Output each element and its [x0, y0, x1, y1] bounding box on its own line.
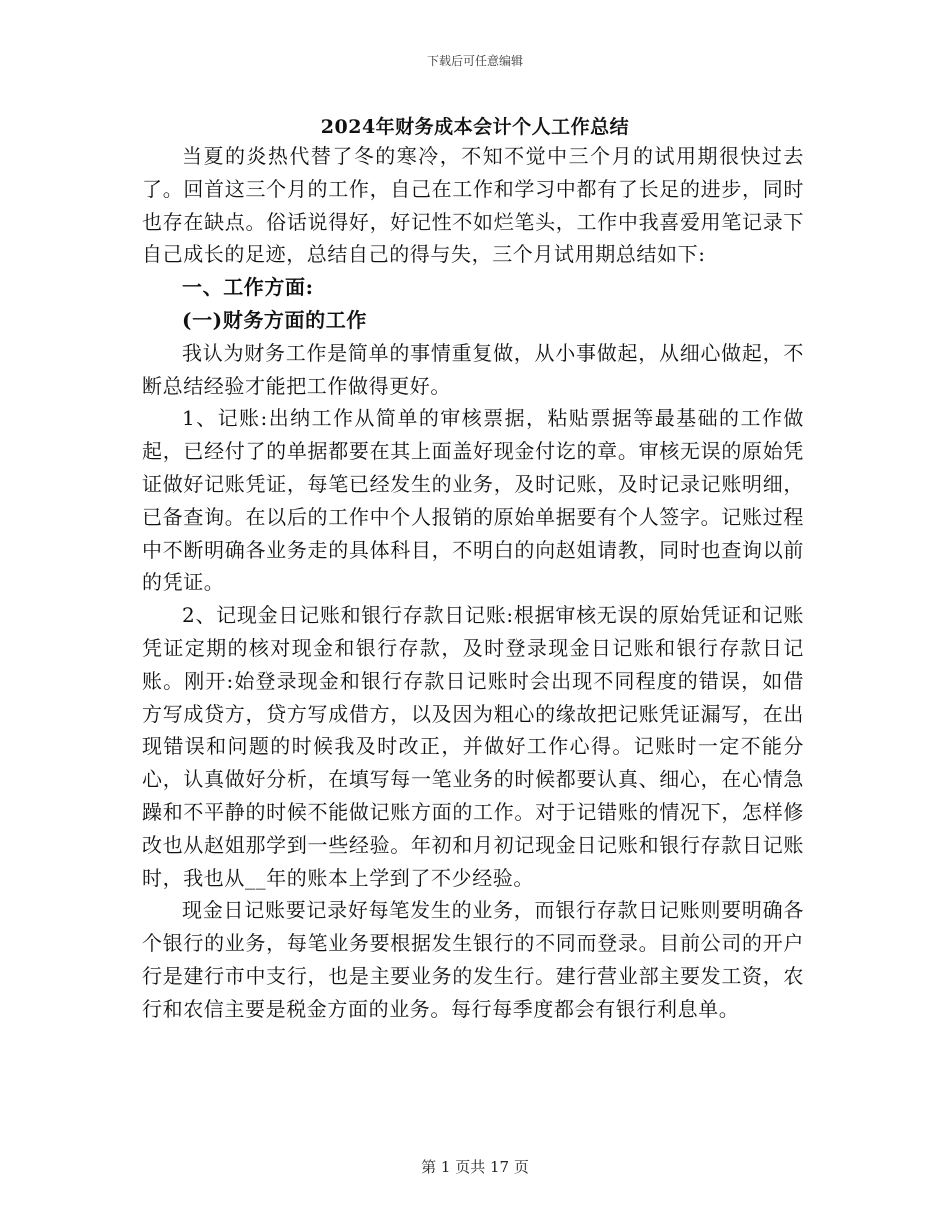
paragraph-finance-view: 我认为财务工作是简单的事情重复做，从小事做起，从细心做起，不断总结经验才能把工作做得更好。: [142, 340, 804, 398]
paragraph-intro: 当夏的炎热代替了冬的寒冷，不知不觉中三个月的试用期很快过去了。回首这三个月的工作，自己在工作和学习中都有了长足的进步，同时也存在缺点。俗话说得好，好记性不如烂笔头，工作中我喜爱用笔记录下自己成长的足迹，总结自己的得与失，三个月试用期总结如下:: [142, 144, 804, 267]
paragraph-cash-bank: 现金日记账要记录好每笔发生的业务，而银行存款日记账则要明确各个银行的业务，每笔业务要根据发生银行的不同而登录。目前公司的开户行是建行市中支行，也是主要业务的发生行。建行营业部主要发工资，农行和农信主要是税金方面的业务。每行每季度都会有银行利息单。: [142, 898, 804, 1021]
document-body: [142, 140, 804, 1026]
subsection-heading-finance: (一)财务方面的工作: [182, 307, 367, 332]
page-header: 下载后可任意编辑: [426, 54, 523, 68]
page-footer: 第 1 页共 17 页: [421, 1158, 529, 1176]
paragraph-journals: 2、记现金日记账和银行存款日记账:根据审核无误的原始凭证和记账凭证定期的核对现金和银行存款，及时登录现金日记账和银行存款日记账。刚开:始登录现金和银行存款日记账时会出现不同程度的错误，如借方写成贷方，贷方写成借方，以及因为粗心的缘故把记账凭证漏写，在出现错误和问题的时候我及时改正，并做好工作心得。记账时一定不能分心，认真做好分析，在填写每一笔业务的时候都要认真、细心，在心情急躁和不平静的时候不能做记账方面的工作。对于记错账的情况下，怎样修改也从赵姐那学到一些经验。年初和月初记现金日记账和银行存款日记账时，我也从__年的账本上学到了不少经验。: [142, 603, 804, 890]
document-title: 2024年财务成本会计个人工作总结: [320, 116, 630, 138]
section-heading-work: 一、工作方面:: [182, 275, 314, 300]
paragraph-bookkeeping: 1、记账:出纳工作从简单的审核票据，粘贴票据等最基础的工作做起，已经付了的单据都要在其上面盖好现金付讫的章。审核无误的原始凭证做好记账凭证，每笔已经发生的业务，及时记账，及时记录记账明细，已备查询。在以后的工作中个人报销的原始单据要有个人签字。记账过程中不断明确各业务走的具体科目，不明白的向赵姐请教，同时也查询以前的凭证。: [142, 406, 804, 595]
